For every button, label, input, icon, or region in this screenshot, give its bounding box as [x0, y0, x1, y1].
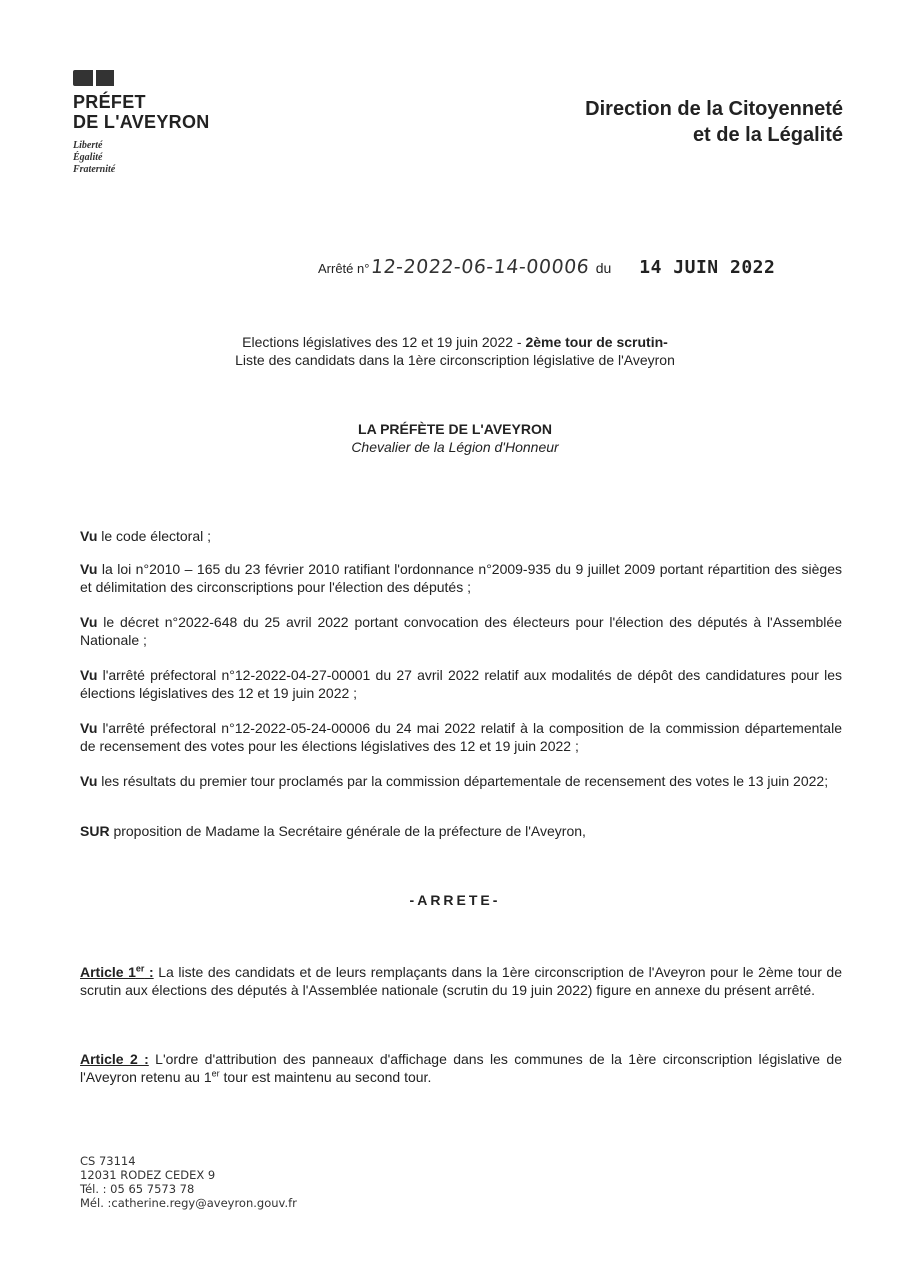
authority-title: Chevalier de la Légion d'Honneur [351, 439, 559, 455]
footer-email: Mél. :catherine.regy@aveyron.gouv.fr [80, 1196, 297, 1210]
visa-paragraph: Vu l'arrêté préfectoral n°12-2022-05-24-00006 du 24 mai 2022 relatif à la composition de la commission départementale de recensement des votes pour les élections législatives des 12 et 19 juin 2022 ; [80, 720, 842, 754]
authority-name: LA PRÉFÈTE DE L'AVEYRON [358, 421, 552, 437]
authority-block [0, 420, 910, 456]
arrete-prefix: Arrêté n° [318, 261, 370, 276]
motto-liberte: Liberté [73, 140, 103, 151]
proposition-paragraph: SUR proposition de Madame la Secrétaire générale de la préfecture de l'Aveyron, [80, 823, 586, 839]
article-2-label: Article 2 : [80, 1051, 149, 1067]
footer-phone: Tél. : 05 65 7573 78 [80, 1182, 195, 1196]
republic-motto [73, 140, 210, 176]
article-1-label: Article 1er : [80, 963, 154, 980]
motto-egalite: Égalité [73, 152, 103, 163]
arrete-date-stamp: 14 JUIN 2022 [639, 257, 776, 278]
arrete-du: du [595, 260, 612, 276]
visa-paragraph: Vu la loi n°2010 – 165 du 23 février 2010 ratifiant l'ordonnance n°2009-935 du 9 juillet 2009 portant répartition des sièges et délimitation des circonscriptions pour l'élection des députés ; [80, 561, 842, 595]
visa-paragraph: Vu l'arrêté préfectoral n°12-2022-04-27-00001 du 27 avril 2022 relatif aux modalités de dépôt des candidatures pour les élections législatives des 12 et 19 juin 2022 ; [80, 667, 842, 701]
footer-cs: CS 73114 [80, 1154, 136, 1168]
visa-paragraph: Vu le décret n°2022-648 du 25 avril 2022 portant convocation des électeurs pour l'élection des députés à l'Assemblée Nationale ; [80, 614, 842, 648]
motto-fraternite: Fraternité [73, 164, 116, 175]
subject-line-2: Liste des candidats dans la 1ère circonscription législative de l'Aveyron [235, 352, 675, 368]
article-1: Article 1er : La liste des candidats et de leurs remplaçants dans la 1ère circonscription de l'Aveyron pour le 2ème tour de scrutin aux élections des députés à l'Assemblée nationale (scrutin du 19 juin 2022) figure en annexe du présent arrêté. [80, 963, 842, 998]
visa-paragraph: Vu le code électoral ; [80, 528, 211, 544]
arrete-heading: -ARRETE- [409, 892, 501, 908]
arrete-number-handwritten: 12-2022-06-14-00006 [370, 256, 591, 278]
subject-block [0, 333, 910, 369]
footer-address: 12031 RODEZ CEDEX 9 [80, 1168, 216, 1182]
footer-contact [80, 1154, 297, 1210]
prefet-line-2: DE L'AVEYRON [73, 112, 210, 132]
prefet-title [73, 92, 210, 132]
arrete-number-line [318, 256, 775, 278]
direction-line-1: Direction de la Citoyenneté [585, 98, 843, 120]
visa-paragraph: Vu les résultats du premier tour proclamés par la commission départementale de recensement des votes le 13 juin 2022; [80, 773, 829, 789]
prefecture-logo-block [73, 70, 210, 176]
direction-heading [585, 96, 843, 148]
direction-line-2: et de la Légalité [692, 124, 843, 146]
marianne-logo-icon [73, 70, 210, 86]
prefet-line-1: PRÉFET [73, 92, 146, 112]
subject-line-1: Elections législatives des 12 et 19 juin 2022 - 2ème tour de scrutin- [242, 334, 668, 350]
article-2: Article 2 : L'ordre d'attribution des panneaux d'affichage dans les communes de la 1ère circonscription législative de l'Aveyron retenu au 1er tour est maintenu au second tour. [80, 1051, 842, 1085]
